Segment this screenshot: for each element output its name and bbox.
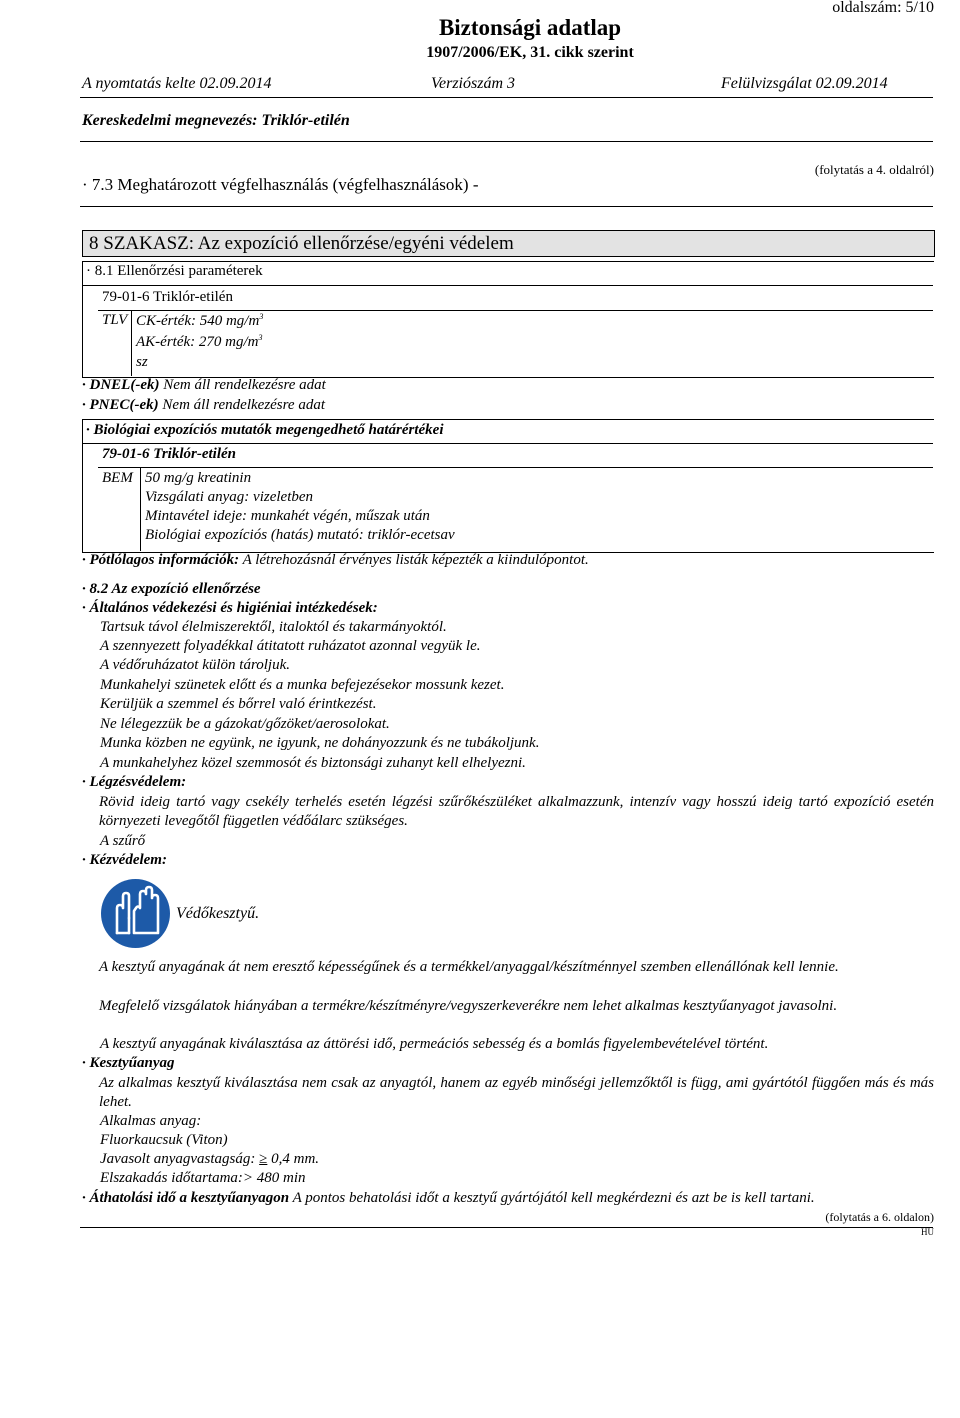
document-title: Biztonsági adatlap [438,15,622,40]
substance-divider [98,310,933,311]
general-measure: A szennyezett folyadékkal átitatott ruházatot azonnal vegyük le. [100,638,481,654]
ck-value: CK-érték: 540 $mg/m^3$ [136,312,264,329]
footer-divider [80,1227,933,1228]
respiratory-protection-text: Rövid ideig tartó vagy csekély terhelés esetén légzési szűrőkészüléket alkalmazzunk, intenzív vagy hosszú ideig tartó expozíció esetén környezeti levegőtől független védőálarc szükséges. [99,794,934,829]
hand-protection-heading: · Kézvédelem: [82,852,167,868]
continued-from: (folytatás a 4. oldalról) [814,162,934,177]
glove-material-text: Az alkalmas kesztyű kiválasztása nem csak az anyagtól, hanem az egyéb minőségi jellemzőktől is függ, ami gyártótól függően más és más lehet. [99,1075,934,1110]
glove-resistance-text: A kesztyű anyagának át nem eresztő képességűnek és a termékkel/anyaggal/készítménnyel szemben ellenállónak kell lennie. [99,959,839,975]
glove-recommendation-text: Megfelelő vizsgálatok hiányában a termékre/készítményre/vegyszerkeverékre nem lehet alkalmas kesztyűanyagot javasolni. [99,998,838,1014]
section-divider [80,206,933,207]
box-divider [82,443,933,444]
additional-info-row: · Pótlólagos információk: A létrehozásnál érvényes listák képezték a kiindulópontot. [82,552,589,568]
respiratory-protection-heading: · Légzésvédelem: [82,774,187,790]
bem-line: 50 mg/g kreatinin [145,470,252,486]
bem-label: BEM [102,470,133,486]
version-number: Verziószám 3 [431,75,516,92]
breakthrough-time: Elszakadás időtartama:> 480 min [100,1170,306,1186]
glove-material-heading: · Kesztyűanyag [82,1055,175,1071]
header-divider [80,97,933,98]
box-divider [82,285,933,286]
section-8-1-heading: · 8.1 Ellenőrzési paraméterek [86,263,263,279]
general-measure: A munkahelyhez közel szemmosót és biztonsági zuhanyt kell elhelyezni. [100,755,526,771]
bem-line: Vizsgálati anyag: vizeletben [145,489,314,505]
dnel-row: · DNEL(-ek) Nem áll rendelkezésre adat [82,377,326,393]
tlv-label: TLV [102,312,128,328]
bem-line: Mintavétel ideje: munkahét végén, műszak után [145,508,430,524]
trade-name: Kereskedelmi megnevezés: Triklór-etilén [82,112,350,129]
section-8-2-heading: · 8.2 Az expozíció ellenőrzése [82,581,261,597]
protective-gloves-icon [100,878,171,949]
general-measure: Munka közben ne együnk, ne igyunk, ne dohányozzunk és ne tubákoljunk. [100,735,540,751]
glove-caption: Védőkesztyű. [176,905,260,922]
section-8-title: 8 SZAKASZ: Az expozíció ellenőrzése/egyéni védelem [89,233,514,254]
sz-note: sz [136,354,148,370]
general-measure: A védőruházatot külön tároljuk. [100,657,290,673]
revision-date: Felülvizsgálat 02.09.2014 [721,75,888,92]
document-subtitle: 1907/2006/EK, 31. cikk szerint [426,44,634,61]
substance-identifier: 79-01-6 Triklór-etilén [102,289,233,305]
page-number: oldalszám: 5/10 [832,0,934,16]
language-code: HU [921,1227,934,1237]
continued-to: (folytatás a 6. oldalon) [825,1210,934,1224]
bem-separator [140,467,141,551]
permeation-row: · Áthatolási idő a kesztyűanyagon A pontos behatolási időt a kesztyű gyártójától kell megkérdezni és azt be is kell tartani. [82,1190,815,1206]
material-thickness: Javasolt anyagvastagság: ≥ 0,4 mm. [100,1151,320,1167]
bio-substance-identifier: 79-01-6 Triklór-etilén [102,446,237,462]
ak-value: AK-érték: 270 $mg/m^3$ [136,333,263,350]
respiratory-filter: A szűrő [100,833,146,849]
material-name: Fluorkaucsuk (Viton) [100,1132,228,1148]
bem-line: Biológiai expozíciós (hatás) mutató: triklór-ecetsav [145,527,455,543]
general-measures-heading: · Általános védekezési és higiéniai intézkedések: [82,600,378,616]
suitable-material-label: Alkalmas anyag: [100,1113,202,1129]
general-measure: Kerüljük a szemmel és bőrrel való érintkezést. [100,696,377,712]
section-8-title-bar [82,230,935,257]
pnec-row: · PNEC(-ek) Nem áll rendelkezésre adat [82,397,326,413]
print-date: A nyomtatás kelte 02.09.2014 [82,75,272,92]
tlv-separator [131,310,132,376]
glove-selection-text: A kesztyű anyagának kiválasztása az áttörési idő, permeációs sebesség és a bomlás figyelembevételével történt. [100,1036,769,1052]
general-measure: Munkahelyi szünetek előtt és a munka befejezésekor mossunk kezet. [100,677,505,693]
biological-limits-heading: · Biológiai expozíciós mutatók megengedhető határértékei [86,422,444,438]
general-measure: Tartsuk távol élelmiszerektől, italoktól és takarmányoktól. [100,619,447,635]
trade-name-divider [80,141,933,142]
section-7-3: · 7.3 Meghatározott végfelhasználás (végfelhasználások) - [82,175,479,194]
bio-substance-divider [98,467,933,468]
general-measure: Ne lélegezzük be a gázokat/gőzöket/aerosolokat. [100,716,390,732]
